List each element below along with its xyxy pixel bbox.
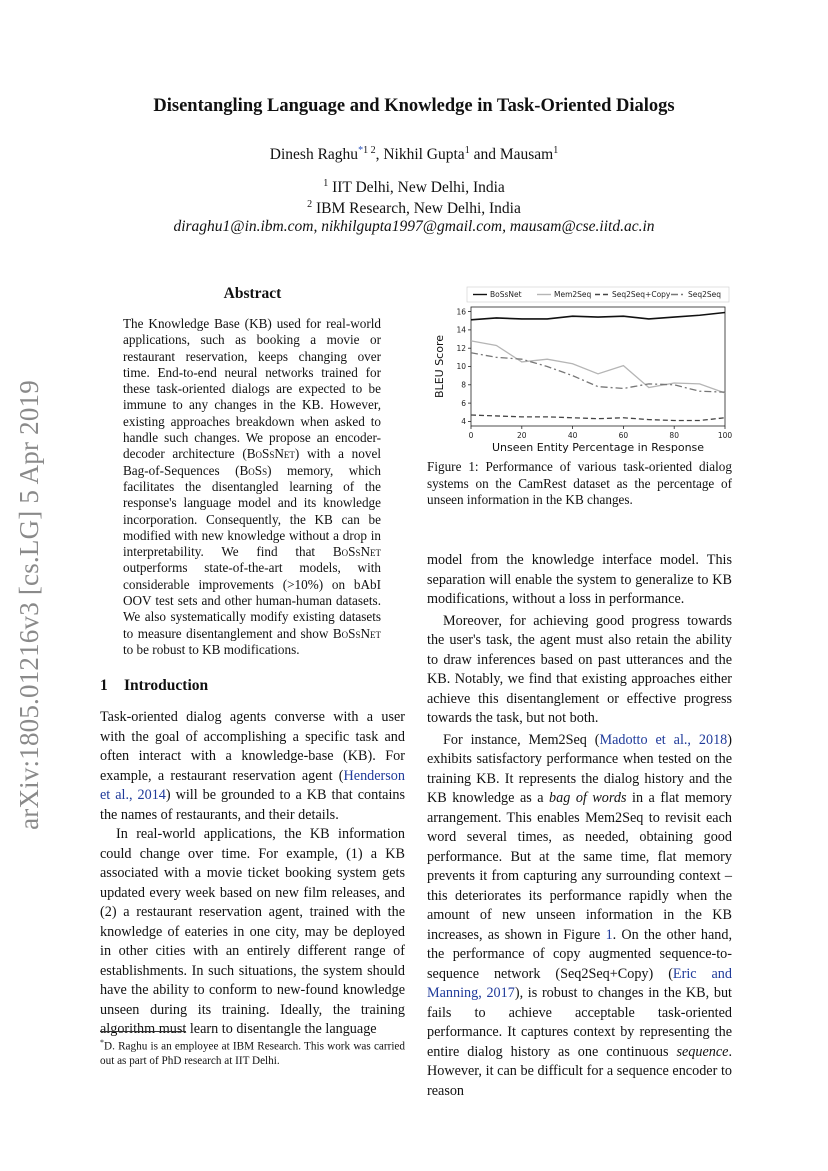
x-tick-label: 60 bbox=[618, 431, 629, 440]
plot-frame bbox=[471, 307, 725, 426]
series-line-mem2seq bbox=[471, 341, 725, 393]
author-raghu-affil: 1 2 bbox=[363, 145, 376, 156]
figure-ref-link[interactable]: 1 bbox=[605, 926, 613, 943]
x-tick-label: 20 bbox=[517, 431, 527, 440]
citation-link[interactable]: Henderson et al., 2014 bbox=[100, 767, 405, 803]
y-tick-label: 16 bbox=[456, 307, 466, 317]
affiliation-2: $^2$ IBM Research, New Delhi, India bbox=[307, 199, 521, 218]
footnote: *D. Raghu is an employee at IBM Research. This work was carried out as part of PhD research at IIT Delhi. bbox=[100, 1038, 405, 1067]
series-line-seq2seq-copy bbox=[471, 415, 725, 420]
x-tick-label: 100 bbox=[717, 431, 733, 440]
y-axis-label: BLEU Score bbox=[433, 335, 446, 398]
right-column-body bbox=[427, 551, 732, 1101]
footnote-marker[interactable]: * bbox=[358, 145, 364, 156]
series-line-seq2seq bbox=[471, 353, 725, 392]
author-mausam: and Mausam bbox=[469, 146, 554, 164]
author-mausam-affil: 1 bbox=[553, 145, 559, 156]
citation-link[interactable]: Madotto et al., 2018 bbox=[599, 731, 728, 748]
y-tick-label: 6 bbox=[461, 398, 466, 408]
arxiv-stamp: arXiv:1805.01216v3 [cs.LG] 5 Apr 2019 bbox=[14, 380, 44, 830]
author-gupta-affil: 1 bbox=[464, 145, 470, 156]
paragraph: In real-world applications, the KB information could change over time. For example, (1) a KB associated with a movie ticket booking system gets updated every week based on new film releases, and (2) a restaurant reservation agent, trained with the knowledge of eateries in one city, may be deployed in other cities with an entirely different range of establishments. In such situations, the system should have the ability to conform to new-found knowledge unseen during its training. Ideally, the training algorithm must learn to disentangle the language bbox=[100, 826, 405, 1037]
y-tick-label: 8 bbox=[461, 380, 466, 390]
legend-label: Seq2Seq bbox=[688, 290, 722, 299]
y-tick-label: 4 bbox=[461, 417, 466, 427]
figure-caption: Figure 1: Performance of various task-oriented dialog systems on the CamRest dataset as the percentage of unseen information in the KB changes. bbox=[427, 459, 732, 507]
x-tick-label: 0 bbox=[468, 431, 474, 440]
legend-label: Mem2Seq bbox=[554, 290, 592, 299]
paragraph: For instance, Mem2Seq (Madotto et al., 2018) exhibits satisfactory performance when tested on the training KB. It represents the dialog history and the KB knowledge as a bag of words in a flat memory arrangement. This enables Mem2Seq to revisit each word several times, as needed, obtaining good performance. But at the same time, flat memory prevents it from capturing any surrounding context – this deteriorates its performance rapidly when the amount of new unseen information in the KB increases, as shown in Figure 1. On the other hand, the performance of copy augmented sequence-to-sequence network (Seq2Seq+Copy) (Eric and Manning, 2017), is robust to changes in the KB, but fails to achieve acceptable task-oriented performance. It captures context by representing the entire dialog history as one continuous sequence. However, it can be difficult for a sequence encoder to reason bbox=[427, 731, 733, 1099]
paragraph: Moreover, for achieving good progress towards the user's task, the agent must also retain the ability to draw inferences based on past utterances and the KB. Notably, we find that existing approaches either achieve this disentanglement or effective progress towards the task, but not both. bbox=[427, 612, 732, 726]
y-tick-label: 10 bbox=[456, 362, 466, 372]
section-heading-introduction: 1 Introduction bbox=[100, 677, 209, 694]
abstract-body: The Knowledge Base (KB) used for real-world applications, such as booking a movie or restaurant reservation, keeps changing over time. End-to-end neural networks trained for these task-oriented dialogs are expected to be immune to any changes in the KB. However, existing approaches breakdown when asked to handle such changes. We propose an encoder-decoder architecture (BoSsNet) with a novel Bag-of-Sequences (BoSs) memory, which facilitates the disentangled learning of the response's language model and its knowledge incorporation. Consequently, the KB can be modified with new knowledge without a drop in interpretability. We find that BoSsNet outperforms state-of-the-art models, with considerable improvements (>10%) on bAbI OOV test sets and other human-human datasets. We also systematically modify existing datasets to measure disentanglement and show BoSsNet to be robust to KB modifications. bbox=[123, 316, 381, 657]
footnote-rule bbox=[100, 1031, 186, 1032]
x-axis-label: Unseen Entity Percentage in Response bbox=[491, 441, 705, 454]
y-tick-label: 14 bbox=[456, 325, 466, 335]
x-tick-label: 40 bbox=[567, 431, 578, 440]
x-tick-label: 80 bbox=[669, 431, 679, 440]
line-chart bbox=[425, 283, 735, 455]
paragraph: Task-oriented dialog agents converse with a user with the goal of accomplishing a specific task and often interact with a knowledge-base (KB). For example, a restaurant reservation agent (Henderson et al., 2014) will be grounded to a KB that contains the names of restaurants, and their details. bbox=[100, 709, 405, 823]
paragraph: model from the knowledge interface model. This separation will enable the system to generalize to KB modifications, without a loss in performance. bbox=[427, 552, 732, 607]
author-emails: diraghu1@in.ibm.com, nikhilgupta1997@gmail.com, mausam@cse.iitd.ac.in bbox=[173, 218, 655, 235]
y-tick-label: 12 bbox=[456, 343, 466, 353]
author-gupta: , Nikhil Gupta bbox=[375, 146, 465, 164]
figure-1-chart bbox=[425, 283, 735, 455]
author-list bbox=[0, 145, 828, 164]
series-line-bossnet bbox=[471, 312, 725, 319]
abstract-heading: Abstract bbox=[223, 285, 282, 302]
affiliation-1: $^1$ IIT Delhi, New Delhi, India bbox=[323, 178, 505, 197]
paper-title: Disentangling Language and Knowledge in Task-Oriented Dialogs bbox=[153, 96, 675, 116]
legend-label: Seq2Seq+Copy bbox=[612, 290, 671, 299]
author-raghu: Dinesh Raghu bbox=[269, 146, 359, 164]
citation-link[interactable]: Eric and Manning, 2017 bbox=[427, 965, 732, 1001]
legend-label: BoSsNet bbox=[490, 290, 522, 299]
left-column-body bbox=[100, 708, 405, 1040]
